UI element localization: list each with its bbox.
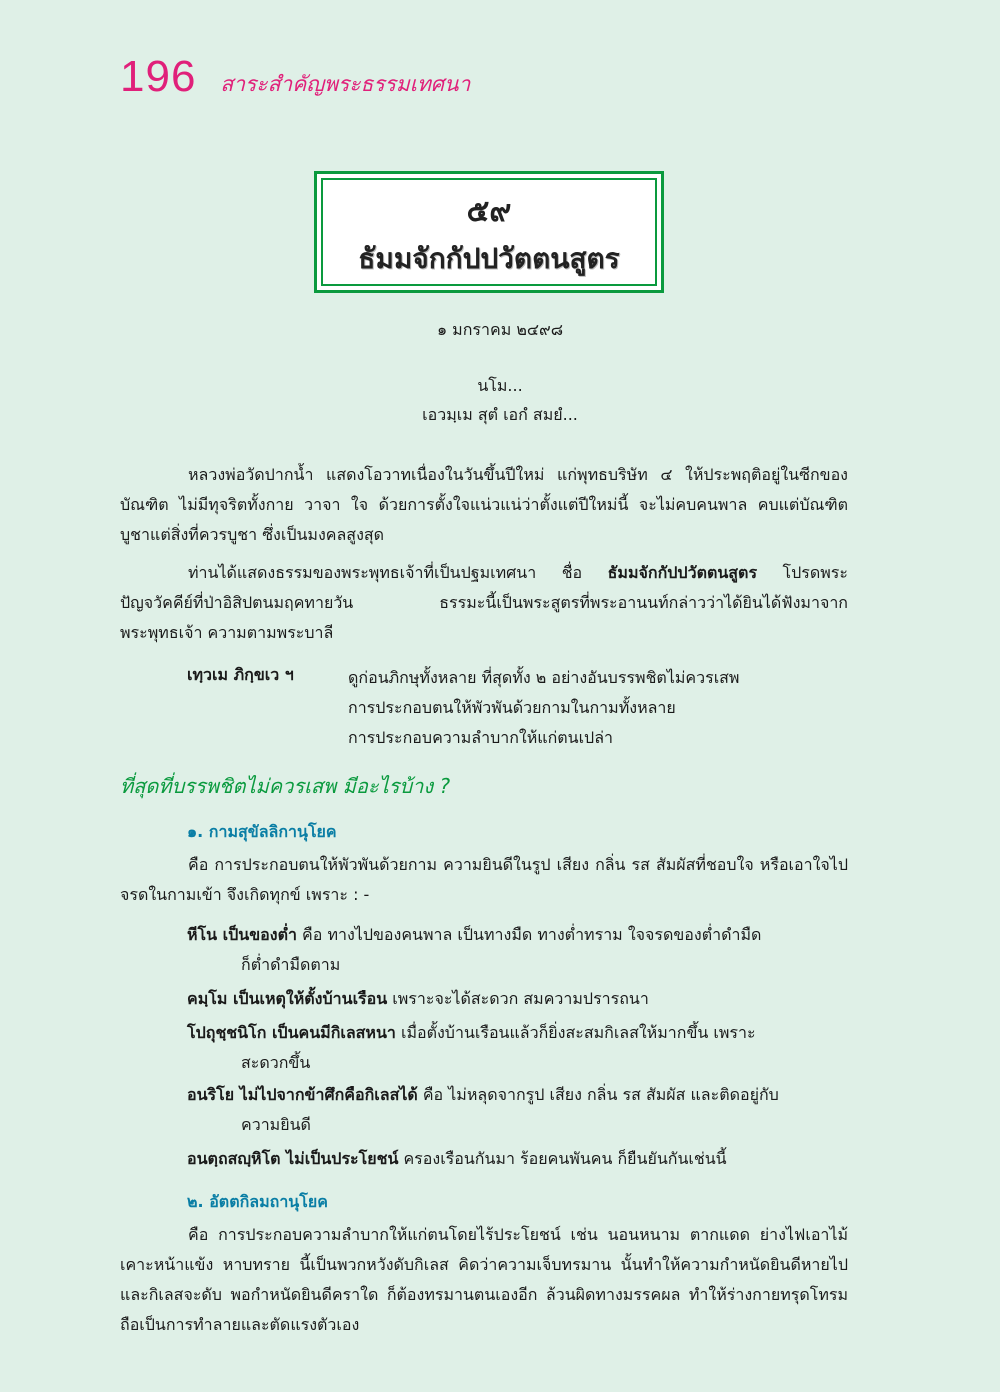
sub1-paragraph xyxy=(120,850,848,910)
sub2-text: คือ การประกอบความลำบากให้แก่ตนโดยไร้ประโยชน์ เช่น นอนหนาม ตากแดด ย่างไฟเอาไม้เคาะหน้าแข้ง หาบทราย นี้เป็นพวกหวังดับกิเลส คิดว่าความเจ็บทรมาน นั้นทำให้ความกำหนัดยินดีหายไปและกิเลสจะดับ พอกำหนัดยินดีคราใด ก็ต้องทรมานตนเองอีก ล้วนผิดทางมรรคผล ทำให้ร่างกายทรุดโทรม ถือเป็นการทำลายและตัดแรงตัวเอง xyxy=(120,1225,848,1334)
definition-text: คือ ไม่หลุดจากรูป เสียง กลิ่น รส สัมผัส และติดอยู่กับ xyxy=(417,1085,779,1104)
definition-term: โปถุชฺชนิโก เป็นคนมีกิเลสหนา xyxy=(187,1023,396,1042)
chapter-title-box xyxy=(314,171,664,293)
definition-text: เมื่อตั้งบ้านเรือนแล้วก็ยิ่งสะสมกิเลสให้มากขึ้น เพราะ xyxy=(395,1023,756,1042)
quote-line: ดูก่อนภิกษุทั้งหลาย ที่สุดทั้ง ๒ อย่างอันบรรพชิตไม่ควรเสพ xyxy=(348,668,740,687)
subheading-2: ๒. อัตตกิลมถานุโยค xyxy=(187,1192,328,1211)
second-paragraph-after: โปรดพระปัญจวัคคีย์ที่ป่าอิสิปตนมฤคทายวัน ธรรมะนี้เป็นพระสูตรที่พระอานนท์กล่าวว่าได้ยินได้ฟังมาจากพระพุทธเจ้า ความตามพระบาลี xyxy=(120,563,848,642)
pali-opening-line1: นโม... xyxy=(477,376,523,395)
subheading-1: ๑. กามสุขัลลิกานุโยค xyxy=(187,822,337,841)
quote-term: เทฺวเม ภิกฺขเว ฯ xyxy=(187,665,294,684)
second-paragraph xyxy=(120,558,848,648)
sub1-text: คือ การประกอบตนให้พัวพันด้วยกาม ความยินดีในรูป เสียง กลิ่น รส สัมผัสที่ชอบใจ หรือเอาใจไปจรดในกามเข้า จึงเกิดทุกข์ เพราะ : - xyxy=(120,855,848,904)
second-paragraph-bold: ธัมมจักกัปปวัตตนสูตร xyxy=(607,563,758,582)
chapter-number: ๕๙ xyxy=(466,194,512,229)
definition-term: หีโน เป็นของต่ำ xyxy=(187,925,297,944)
definition-term: คมฺโม เป็นเหตุให้ตั้งบ้านเรือน xyxy=(187,989,388,1008)
definition-continuation: ก็ต่ำดำมืดตาม xyxy=(241,955,341,974)
intro-paragraph-text: หลวงพ่อวัดปากน้ำ แสดงโอวาทเนื่องในวันขึ้นปีใหม่ แก่พุทธบริษัท ๔ ให้ประพฤติอยู่ในซีกของบัณฑิต ไม่มีทุจริตทั้งกาย วาจา ใจ ด้วยการตั้งใจแน่วแน่ว่าตั้งแต่ปีใหม่นี้ จะไม่คบคนพาล คบแต่บัณฑิต บูชาแต่สิ่งที่ควรบูชา ซึ่งเป็นมงคลสูงสุด xyxy=(120,465,848,544)
sub2-paragraph xyxy=(120,1220,848,1340)
definition-continuation: สะดวกขึ้น xyxy=(241,1053,311,1072)
section-heading: ที่สุดที่บรรพชิตไม่ควรเสพ มีอะไรบ้าง ? xyxy=(120,774,451,798)
sermon-date: ๑ มกราคม ๒๔๙๘ xyxy=(436,320,564,339)
book-title: สาระสำคัญพระธรรมเทศนา xyxy=(220,72,471,96)
definition-text: เพราะจะได้สะดวก สมความปรารถนา xyxy=(387,989,649,1008)
page-number: 196 xyxy=(120,52,197,101)
pali-opening-line2: เอวมฺเม สุตํ เอกํ สมยํ... xyxy=(422,405,578,424)
page-header xyxy=(120,52,470,102)
definition-term: อนตฺถสญฺหิโต ไม่เป็นประโยชน์ xyxy=(187,1149,399,1168)
quote-line: การประกอบตนให้พัวพันด้วยกามในกามทั้งหลาย xyxy=(348,698,676,717)
definition-text: ครองเรือนกันมา ร้อยคนพันคน ก็ยืนยันกันเช่นนี้ xyxy=(398,1149,727,1168)
definition-item xyxy=(187,920,848,980)
definition-item xyxy=(187,1018,848,1078)
quote-translation xyxy=(348,663,739,753)
definition-term: อนริโย ไม่ไปจากข้าศึกคือกิเลสได้ xyxy=(187,1085,418,1104)
intro-paragraph xyxy=(120,460,848,550)
chapter-title: ธัมมจักกัปปวัตตนสูตร xyxy=(358,242,620,275)
definition-item xyxy=(187,1080,848,1140)
definition-item xyxy=(187,1144,848,1174)
definition-text: คือ ทางไปของคนพาล เป็นทางมืด ทางต่ำทราม ใจจรดของต่ำดำมืด xyxy=(296,925,762,944)
second-paragraph-before: ท่านได้แสดงธรรมของพระพุทธเจ้าที่เป็นปฐมเทศนา ชื่อ xyxy=(188,563,608,582)
definition-item xyxy=(187,984,848,1014)
chapter-title-frame xyxy=(321,178,657,286)
definition-continuation: ความยินดี xyxy=(241,1115,311,1134)
quote-line: การประกอบความลำบากให้แก่ตนเปล่า xyxy=(348,728,613,747)
